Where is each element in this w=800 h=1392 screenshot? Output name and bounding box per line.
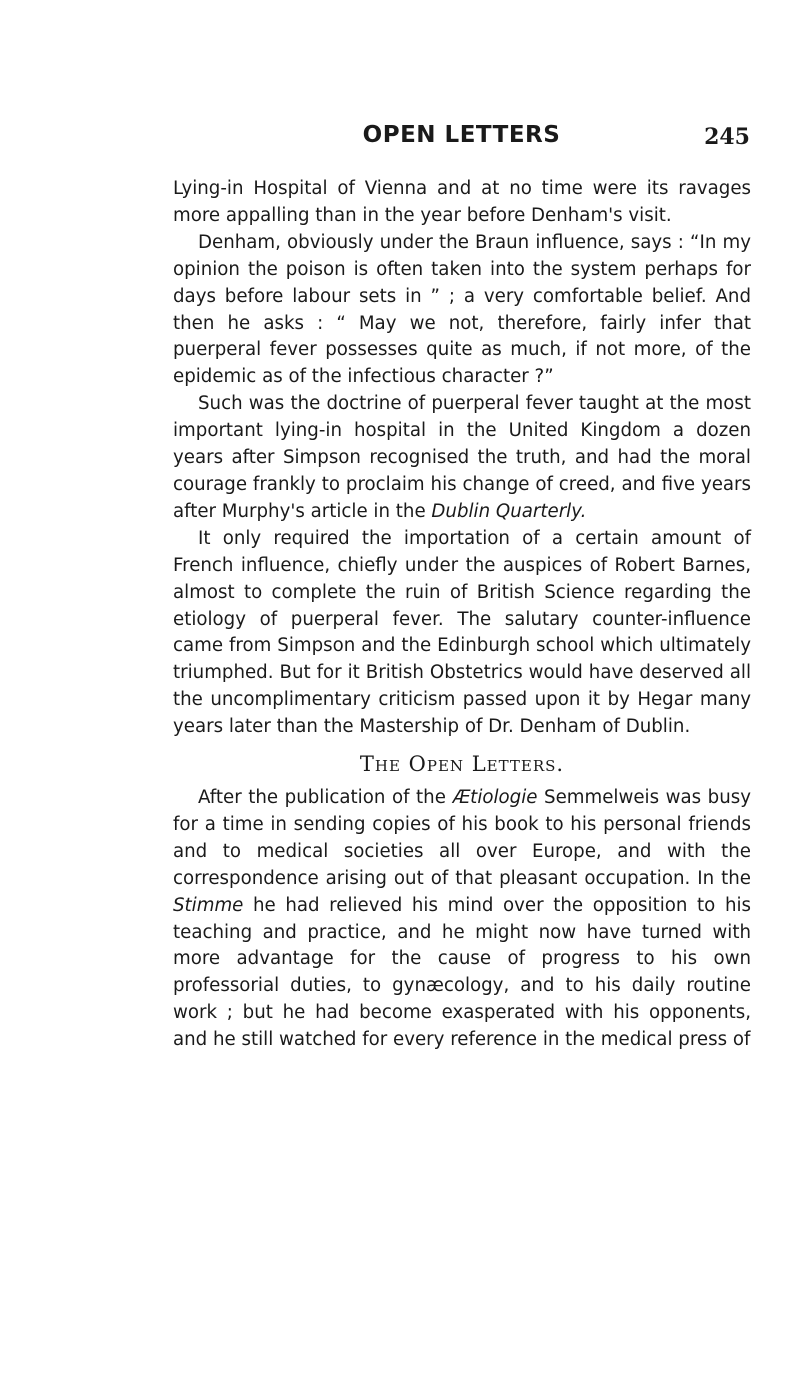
running-title: OPEN LETTERS [362,122,561,148]
journal-title: Dublin Quarterly. [431,500,587,522]
paragraph-text: Lying-in Hospital of Vienna and at no time were its ravages more appalling than in the year before Denham's visit. [173,178,751,226]
paragraph [173,785,751,1054]
page-number: 245 [704,124,750,150]
paragraph [173,526,751,741]
paragraph-text: It only required the importation of a certain amount of French influence, chiefly under the auspices of Robert Barnes, almost to complete the ruin of British Science regarding the etiology of puerperal fever. The salutary counter-influence came from Simpson and the Edinburgh school which ultimately triumphed. But for it British Obstetrics would have deserved all the uncomplimentary criticism passed upon it by Hegar many years later than the Mastership of Dr. Denham of Dublin. [173,527,751,738]
book-title: Ætiologie [452,787,538,809]
book-title: Stimme [173,894,244,916]
paragraph-text: Semmelweis was busy for a time in sending copies of his book to his personal friends and to medical societies all over Europe, and with the correspondence arising out of that pleasant occupation. In the [173,787,751,889]
paragraph-text: Denham, obviously under the Braun influence, says : “In my opinion the poison is often taken into the system perhaps for days before labour sets in ” ; a very comfortable belief. And then he asks : “ May we not, therefore, fairly infer that puerperal fever possesses quite as much, if not more, of the epidemic as of the infectious character ?” [173,231,751,388]
section-heading: The Open Letters. [359,752,565,777]
paragraph-text: he had relieved his mind over the opposition to his teaching and practice, and he might now have turned with more advantage for the cause of progress to his own professorial duties, to gynæcology, and to his daily routine work ; but he had become exasperated with his opponents, and he still watched for every reference in the medical press of [173,894,751,1051]
paragraph [173,230,751,391]
paragraph-text: After the publication of the [198,787,453,809]
body-text [173,176,751,1054]
page-header [173,122,750,162]
paragraph [173,391,751,526]
paragraph-text: Such was the doctrine of puerperal fever taught at the most important lying-in hospital in the United Kingdom a dozen years after Simpson recognised the truth, and had the moral courage frankly to proclaim his change of creed, and five years after Murphy's article in the [173,393,751,522]
paragraph [173,176,751,230]
